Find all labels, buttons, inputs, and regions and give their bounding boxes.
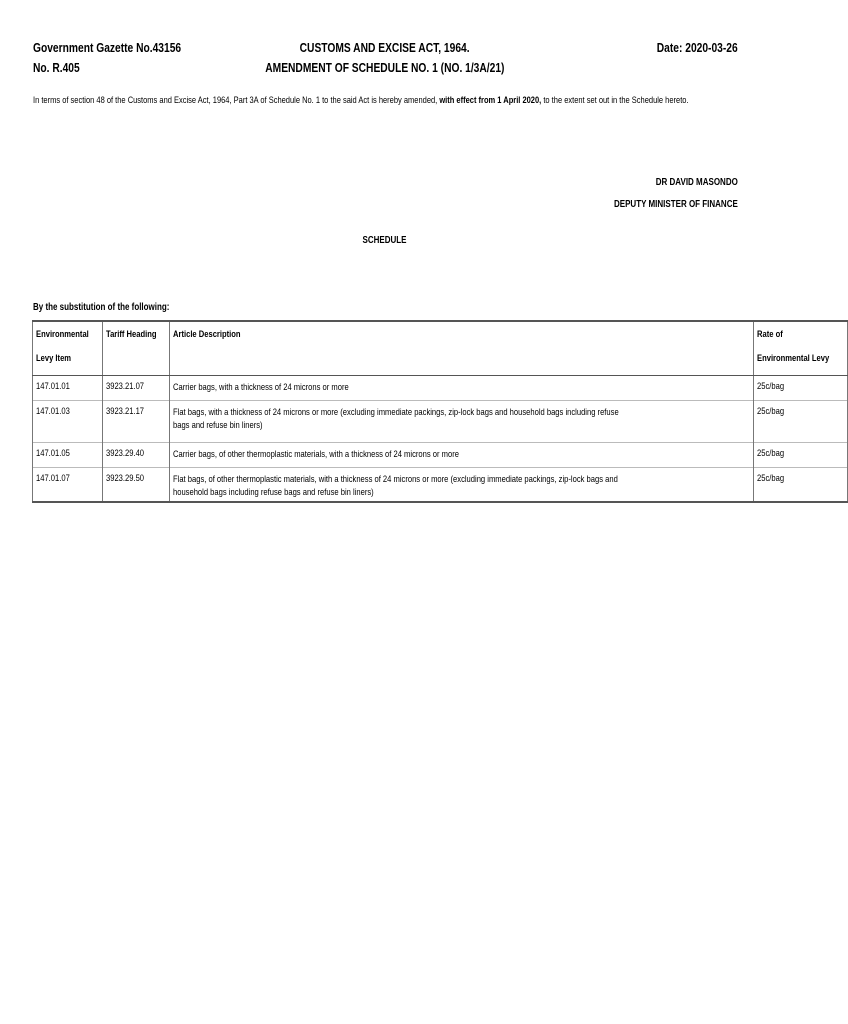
description-cell — [170, 468, 754, 503]
rate-cell — [754, 401, 848, 443]
tariff-heading: 3923.21.17 — [106, 406, 145, 417]
table-row — [33, 376, 848, 401]
article-description: Flat bags, with a thickness of 24 microns or more (excluding immediate packings, zip-lock bags and household bags including refuse bags and refuse bin liners) — [173, 407, 619, 431]
tariff-heading-cell — [103, 468, 170, 503]
levy-item-cell — [33, 376, 103, 401]
tariff-heading-cell — [103, 376, 170, 401]
amendment-title: AMENDMENT OF SCHEDULE NO. 1 (NO. 1/3A/21) — [265, 61, 505, 75]
act-title: CUSTOMS AND EXCISE ACT, 1964. — [300, 41, 470, 55]
intro-text-2: to the extent set out in the Schedule hereto. — [541, 95, 689, 106]
description-cell — [170, 401, 754, 443]
article-description: Carrier bags, of other thermoplastic materials, with a thickness of 24 microns or more — [173, 449, 460, 460]
levy-item-cell — [33, 443, 103, 468]
header-blank-2 — [103, 351, 170, 376]
description-cell — [170, 443, 754, 468]
levy-item: 147.01.03 — [36, 406, 70, 417]
levy-rate: 25c/bag — [757, 381, 785, 392]
header-rate-line1: Rate of — [757, 329, 783, 340]
signatory-title: DEPUTY MINISTER OF FINANCE — [614, 199, 738, 210]
table-row — [33, 443, 848, 468]
levy-item: 147.01.01 — [36, 381, 70, 392]
intro-text-1: In terms of section 48 of the Customs and Excise Act, 1964, Part 3A of Schedule No. 1 to the said Act is hereby amended, — [33, 95, 440, 106]
header-rate-line2: Environmental Levy — [757, 353, 830, 364]
gazette-number: Government Gazette No.43156 — [33, 41, 182, 55]
levy-rate: 25c/bag — [757, 448, 785, 459]
rate-cell — [754, 443, 848, 468]
table-row — [33, 468, 848, 503]
article-description: Flat bags, of other thermoplastic materials, with a thickness of 24 microns or more (excluding immediate packings, zip-lock bags and household bags including refuse bags and refuse bin liners) — [173, 474, 618, 498]
levy-table — [32, 320, 848, 503]
tariff-heading-cell — [103, 443, 170, 468]
levy-item-cell — [33, 468, 103, 503]
header-levy-item-line2: Levy Item — [36, 353, 72, 364]
header-blank-3 — [170, 351, 754, 376]
levy-rate: 25c/bag — [757, 406, 785, 417]
schedule-heading — [0, 235, 770, 246]
description-cell — [170, 376, 754, 401]
header-levy-item-line1: Environmental — [36, 329, 89, 340]
header-article-description — [170, 321, 754, 351]
levy-item: 147.01.07 — [36, 473, 70, 484]
intro-effective-date: with effect from 1 April 2020, — [439, 95, 542, 106]
header-levy-item — [33, 321, 103, 351]
tariff-heading: 3923.21.07 — [106, 381, 145, 392]
header-rate — [754, 321, 848, 351]
substitution-heading: By the substitution of the following: — [33, 302, 170, 313]
tariff-heading: 3923.29.40 — [106, 448, 145, 459]
schedule-heading-text: SCHEDULE — [362, 235, 407, 246]
article-description: Carrier bags, with a thickness of 24 microns or more — [173, 382, 349, 393]
header-tariff-heading-text: Tariff Heading — [106, 329, 157, 340]
header-article-description-text: Article Description — [173, 329, 241, 340]
levy-item: 147.01.05 — [36, 448, 70, 459]
rate-cell — [754, 376, 848, 401]
tariff-heading: 3923.29.50 — [106, 473, 145, 484]
tariff-heading-cell — [103, 401, 170, 443]
document-date: Date: 2020-03-26 — [657, 41, 738, 55]
regulation-number: No. R.405 — [33, 61, 80, 75]
header-levy-item-2 — [33, 351, 103, 376]
levy-item-cell — [33, 401, 103, 443]
signatory-name: DR DAVID MASONDO — [655, 177, 738, 188]
header-rate-2 — [754, 351, 848, 376]
document-title — [0, 38, 770, 78]
levy-rate: 25c/bag — [757, 473, 785, 484]
signatory-block — [614, 172, 738, 216]
intro-paragraph — [33, 95, 689, 106]
table-row — [33, 401, 848, 443]
header-tariff-heading — [103, 321, 170, 351]
rate-cell — [754, 468, 848, 503]
